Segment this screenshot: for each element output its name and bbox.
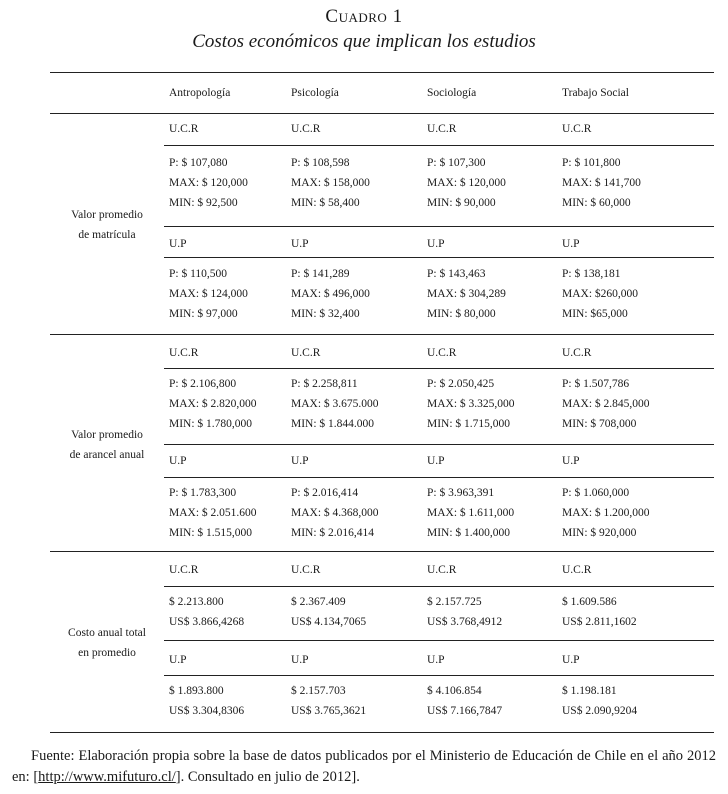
value-cell: P: $ 141,289 MAX: $ 496,000 MIN: $ 32,400	[291, 268, 370, 320]
institution-label: U.P	[562, 455, 580, 467]
row-label-arancel	[50, 425, 164, 465]
section-rule	[50, 551, 714, 552]
row-label-line: Valor promedio	[71, 209, 143, 221]
source-footnote	[12, 746, 716, 788]
value-cell: $ 2.213.800 US$ 3.866,4268	[169, 596, 245, 628]
institution-label: U.P	[169, 238, 187, 250]
value-cell: $ 4.106.854 US$ 7.166,7847	[427, 685, 503, 717]
source-link[interactable]: http://www.mifuturo.cl/	[38, 769, 176, 785]
row-label-line: de arancel anual	[69, 449, 145, 461]
institution-label: U.C.R	[427, 564, 457, 576]
institution-label: U.P	[427, 455, 445, 467]
institution-label: U.C.R	[169, 123, 199, 135]
value-cell: P: $ 1.060,000 MAX: $ 1.200,000 MIN: $ 920,000	[562, 487, 650, 539]
institution-label: U.C.R	[291, 123, 321, 135]
column-header-antropologia: Antropología	[169, 87, 231, 99]
value-cell: $ 2.157.703 US$ 3.765,3621	[291, 685, 367, 717]
row-rule	[164, 145, 714, 146]
institution-label: U.P	[169, 654, 187, 666]
value-cell: P: $ 2.106,800 MAX: $ 2.820,000 MIN: $ 1.780,000	[169, 378, 257, 430]
column-header-sociologia: Sociología	[427, 87, 477, 99]
institution-label: U.C.R	[427, 347, 457, 359]
institution-label: U.C.R	[291, 347, 321, 359]
value-cell: $ 2.367.409 US$ 4.134,7065	[291, 596, 367, 628]
institution-label: U.C.R	[291, 564, 321, 576]
value-cell: P: $ 110,500 MAX: $ 124,000 MIN: $ 97,000	[169, 268, 248, 320]
row-rule	[164, 640, 714, 641]
section-rule	[50, 334, 714, 335]
institution-label: U.P	[291, 455, 309, 467]
row-label-line: de matrícula	[78, 229, 136, 241]
table-title: Costos económicos que implican los estudios	[192, 31, 536, 52]
institution-label: U.P	[427, 238, 445, 250]
value-cell: P: $ 3.963,391 MAX: $ 1.611,000 MIN: $ 1.400,000	[427, 487, 515, 539]
value-cell: $ 2.157.725 US$ 3.768,4912	[427, 596, 503, 628]
value-cell: P: $ 108,598 MAX: $ 158,000 MIN: $ 58,400	[291, 157, 370, 209]
table-number: Cuadro 1	[325, 6, 403, 27]
value-cell: P: $ 2.050,425 MAX: $ 3.325,000 MIN: $ 1.715,000	[427, 378, 515, 430]
value-cell: P: $ 2.016,414 MAX: $ 4.368,000 MIN: $ 2.016,414	[291, 487, 379, 539]
value-cell: P: $ 143,463 MAX: $ 304,289 MIN: $ 80,000	[427, 268, 506, 320]
value-cell: $ 1.198.181 US$ 2.090,9204	[562, 685, 638, 717]
value-cell: P: $ 1.783,300 MAX: $ 2.051.600 MIN: $ 1.515,000	[169, 487, 257, 539]
row-label-line: en promedio	[78, 647, 136, 659]
row-label-costo-total	[50, 623, 164, 663]
row-rule	[164, 368, 714, 369]
value-cell: P: $ 138,181 MAX: $260,000 MIN: $65,000	[562, 268, 639, 320]
footnote-text-end: ]. Consultado en julio de 2012].	[175, 769, 360, 785]
value-cell: P: $ 107,300 MAX: $ 120,000 MIN: $ 90,000	[427, 157, 506, 209]
value-cell: P: $ 101,800 MAX: $ 141,700 MIN: $ 60,000	[562, 157, 641, 209]
institution-label: U.C.R	[427, 123, 457, 135]
row-rule	[164, 675, 714, 676]
institution-label: U.P	[427, 654, 445, 666]
value-cell: P: $ 107,080 MAX: $ 120,000 MIN: $ 92,500	[169, 157, 248, 209]
column-header-psicologia: Psicología	[291, 87, 339, 99]
table-bottom-rule	[50, 732, 714, 733]
institution-label: U.P	[291, 238, 309, 250]
value-cell: P: $ 1.507,786 MAX: $ 2.845,000 MIN: $ 708,000	[562, 378, 650, 430]
column-header-trabajo-social: Trabajo Social	[562, 87, 629, 99]
institution-label: U.C.R	[169, 564, 199, 576]
institution-label: U.P	[562, 238, 580, 250]
table-top-rule	[50, 72, 714, 73]
footnote-text: Fuente: Elaboración propia sobre la base de datos publicados por el Ministerio de Educación de Chile en el año 2012 en: [	[12, 748, 716, 785]
institution-label: U.C.R	[562, 123, 592, 135]
row-label-line: Costo anual total	[68, 627, 146, 639]
row-label-matricula	[50, 205, 164, 245]
institution-label: U.C.R	[169, 347, 199, 359]
row-rule	[164, 257, 714, 258]
value-cell: $ 1.893.800 US$ 3.304,8306	[169, 685, 245, 717]
row-rule	[164, 226, 714, 227]
row-rule	[164, 586, 714, 587]
institution-label: U.P	[169, 455, 187, 467]
value-cell: P: $ 2.258,811 MAX: $ 3.675.000 MIN: $ 1.844.000	[291, 378, 379, 430]
row-rule	[164, 444, 714, 445]
value-cell: $ 1.609.586 US$ 2.811,1602	[562, 596, 637, 628]
header-rule	[50, 113, 714, 114]
institution-label: U.P	[291, 654, 309, 666]
institution-label: U.C.R	[562, 347, 592, 359]
row-label-line: Valor promedio	[71, 429, 143, 441]
institution-label: U.C.R	[562, 564, 592, 576]
institution-label: U.P	[562, 654, 580, 666]
row-rule	[164, 477, 714, 478]
